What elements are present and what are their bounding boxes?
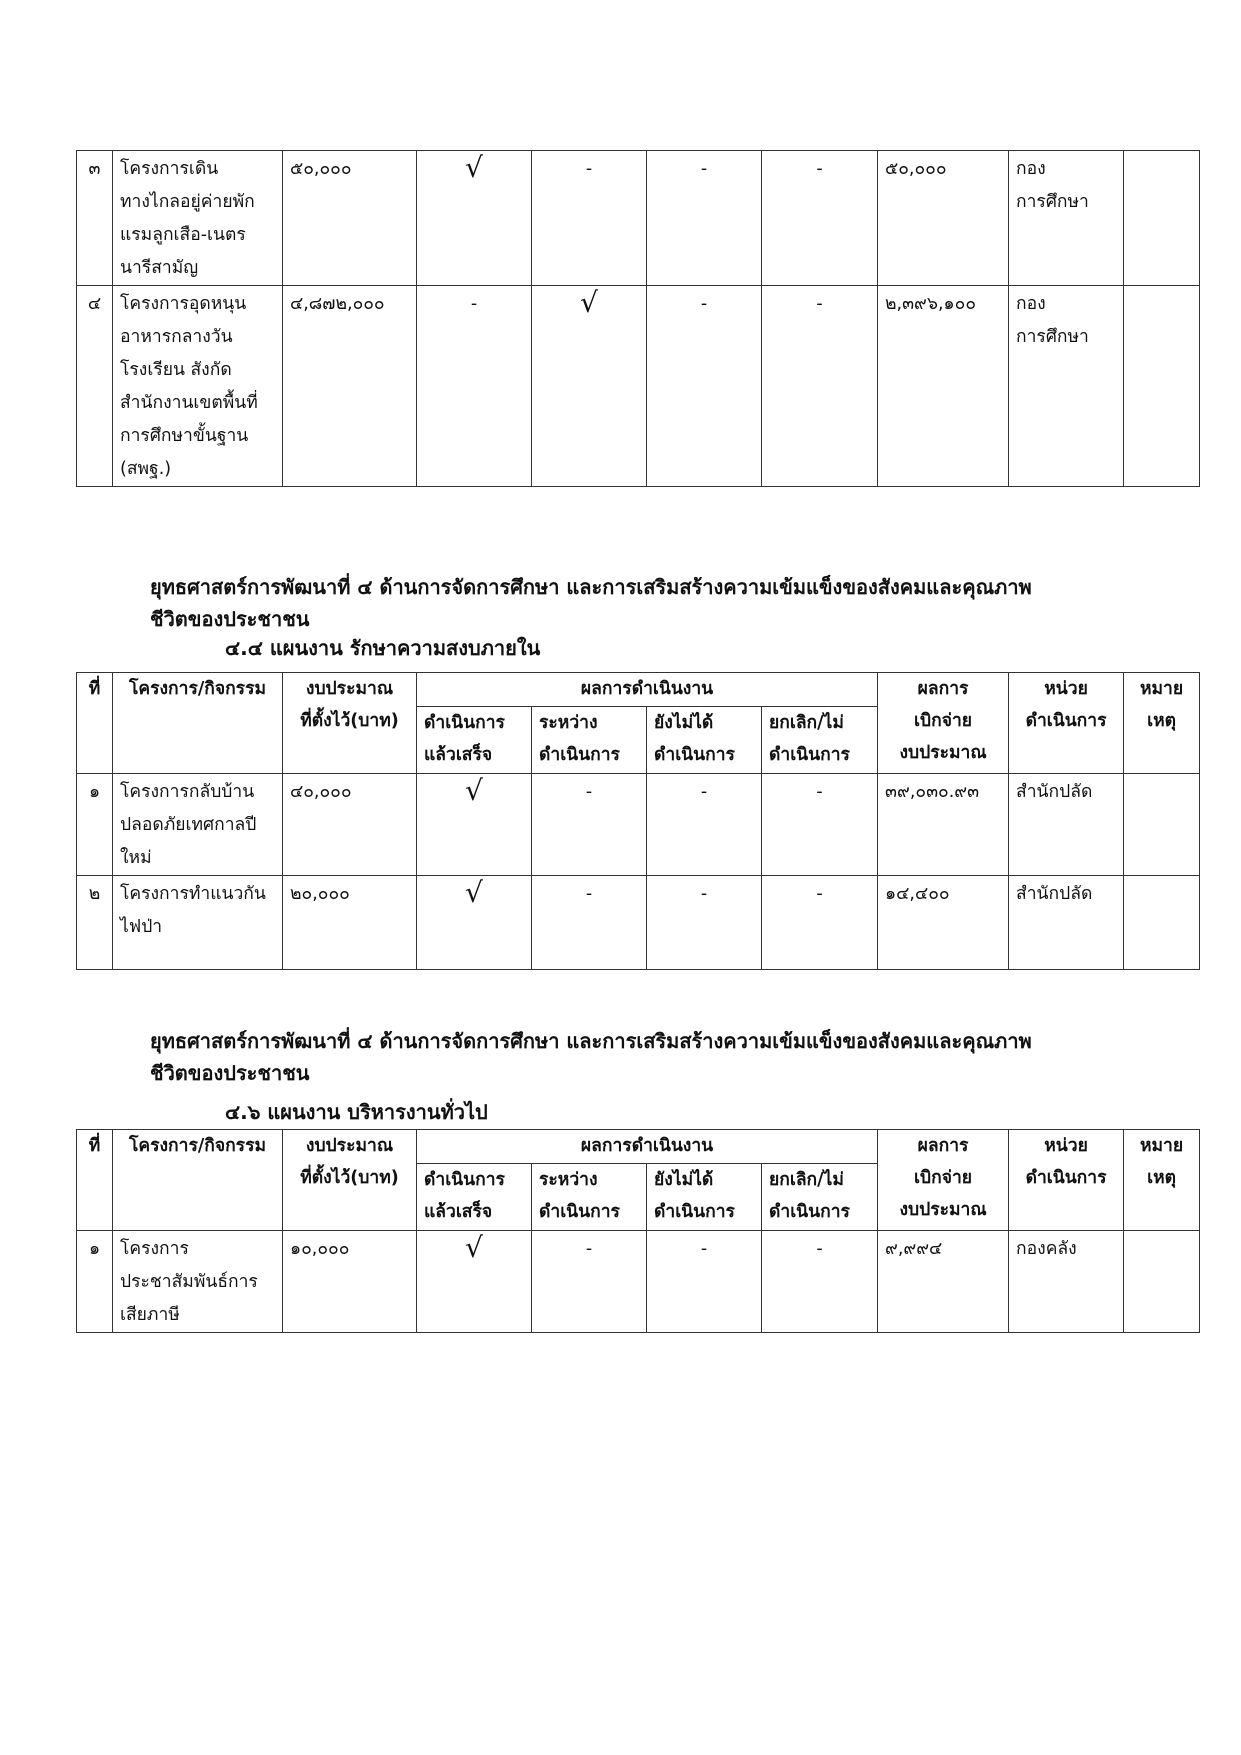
responsible-unit bbox=[1009, 1231, 1124, 1333]
col-done-line: แล้วเสร็จ bbox=[424, 745, 493, 765]
row-number: ๑ bbox=[77, 774, 113, 876]
dash-mark: - bbox=[700, 159, 708, 179]
col-remark bbox=[1124, 1130, 1200, 1231]
budget-amount: ๕๐,๐๐๐ bbox=[283, 151, 417, 286]
remark bbox=[1124, 286, 1200, 487]
col-no bbox=[77, 1130, 113, 1231]
status-not-started bbox=[647, 1231, 762, 1333]
responsible-unit bbox=[1009, 286, 1124, 487]
dash-mark: - bbox=[700, 1239, 708, 1259]
col-no bbox=[77, 673, 113, 774]
col-cancel bbox=[762, 1164, 878, 1231]
col-notyet-line: ยังไม่ได้ bbox=[654, 1170, 714, 1190]
col-project-line: โครงการ/กิจกรรม bbox=[128, 679, 267, 699]
col-budget-line: งบประมาณ bbox=[305, 1136, 394, 1156]
status-cancelled bbox=[762, 151, 878, 286]
project-name-line: โครงการทำแนวกัน bbox=[120, 884, 266, 904]
row-number: ๒ bbox=[77, 876, 113, 970]
col-disbursed-line: ผลการ bbox=[917, 1136, 969, 1156]
col-budget bbox=[283, 1130, 417, 1231]
status-completed bbox=[417, 286, 532, 487]
project-name-line: ทางไกลอยู่ค่ายพัก bbox=[120, 192, 255, 212]
project-name-line: สำนักงานเขตพื้นที่ bbox=[120, 393, 258, 413]
col-disbursed-line: เบิกจ่าย bbox=[914, 711, 973, 731]
strategy-heading-line2: ชีวิตของประชาชน bbox=[150, 1061, 310, 1085]
col-disbursed-line: งบประมาณ bbox=[899, 743, 987, 763]
disbursed-amount: ๕๐,๐๐๐ bbox=[878, 151, 1009, 286]
project-name bbox=[113, 876, 283, 970]
col-done-line: ดำเนินการ bbox=[424, 1170, 505, 1190]
col-notyet-line: ดำเนินการ bbox=[654, 745, 735, 765]
responsible-unit-line: สำนักปลัด bbox=[1016, 884, 1093, 904]
col-cancel-line: ดำเนินการ bbox=[769, 745, 850, 765]
table-row bbox=[77, 151, 1200, 286]
responsible-unit-line: สำนักปลัด bbox=[1016, 782, 1093, 802]
continuation-table bbox=[76, 150, 1200, 487]
status-not-started bbox=[647, 151, 762, 286]
status-completed bbox=[417, 1231, 532, 1333]
col-remark-line: หมาย bbox=[1139, 679, 1184, 699]
budget-amount: ๔,๘๗๒,๐๐๐ bbox=[283, 286, 417, 487]
col-results bbox=[417, 1130, 878, 1164]
disbursed-amount: ๑๔,๔๐๐ bbox=[878, 876, 1009, 970]
remark bbox=[1124, 1231, 1200, 1333]
plan-table-4-4 bbox=[76, 672, 1200, 970]
row-number: ๑ bbox=[77, 1231, 113, 1333]
table-row bbox=[77, 774, 1200, 876]
status-not-started bbox=[647, 286, 762, 487]
status-cancelled bbox=[762, 286, 878, 487]
col-disbursed-line: งบประมาณ bbox=[899, 1200, 987, 1220]
col-results-line: ผลการดำเนินงาน bbox=[580, 1136, 714, 1156]
header-row bbox=[77, 673, 1200, 707]
responsible-unit-line: กองคลัง bbox=[1016, 1239, 1077, 1259]
col-no-line: ที่ bbox=[88, 1136, 101, 1156]
dash-mark: - bbox=[816, 294, 823, 314]
dash-mark: - bbox=[816, 782, 823, 802]
responsible-unit-line: กอง bbox=[1016, 159, 1046, 179]
strategy-heading-2 bbox=[150, 1025, 1032, 1089]
dash-mark: - bbox=[700, 294, 708, 314]
status-in-progress bbox=[532, 151, 647, 286]
strategy-heading-line1: ยุทธศาสตร์การพัฒนาที่ ๔ ด้านการจัดการศึกษา และการเสริมสร้างความเข้มแข็งของสังคมและคุณภาพ bbox=[150, 1029, 1032, 1053]
status-completed bbox=[417, 876, 532, 970]
dash-mark: - bbox=[700, 782, 708, 802]
col-budget-line: งบประมาณ bbox=[305, 679, 394, 699]
project-name-line: เสียภาษี bbox=[120, 1305, 180, 1325]
responsible-unit-line: การศึกษา bbox=[1016, 327, 1089, 347]
col-inprogress bbox=[532, 1164, 647, 1231]
col-notyet bbox=[647, 1164, 762, 1231]
col-results bbox=[417, 673, 878, 707]
col-disbursed bbox=[878, 673, 1009, 774]
status-in-progress bbox=[532, 1231, 647, 1333]
project-name bbox=[113, 1231, 283, 1333]
header-row bbox=[77, 1130, 1200, 1164]
dash-mark: - bbox=[700, 884, 708, 904]
dash-mark: - bbox=[470, 294, 478, 314]
col-remark bbox=[1124, 673, 1200, 774]
status-completed bbox=[417, 151, 532, 286]
col-inprogress-line: ดำเนินการ bbox=[539, 745, 620, 765]
project-name bbox=[113, 774, 283, 876]
project-name-line: โครงการ bbox=[120, 1239, 189, 1259]
project-name-line: แรมลูกเสือ-เนตร bbox=[120, 225, 246, 245]
responsible-unit bbox=[1009, 876, 1124, 970]
dash-mark: - bbox=[585, 884, 593, 904]
project-name-line: โครงการกลับบ้าน bbox=[120, 782, 255, 802]
col-notyet-line: ยังไม่ได้ bbox=[654, 713, 714, 733]
checkmark-icon: √ bbox=[465, 151, 483, 184]
col-unit bbox=[1009, 673, 1124, 774]
col-cancel-line: ดำเนินการ bbox=[769, 1202, 850, 1222]
col-cancel-line: ยกเลิก/ไม่ bbox=[769, 1170, 844, 1190]
col-unit-line: หน่วย bbox=[1044, 1136, 1088, 1156]
dash-mark: - bbox=[816, 159, 823, 179]
checkmark-icon: √ bbox=[465, 876, 483, 909]
project-name-line: นารีสามัญ bbox=[120, 258, 199, 278]
project-name-line: โรงเรียน สังกัด bbox=[120, 360, 232, 380]
col-done-line: ดำเนินการ bbox=[424, 713, 505, 733]
strategy-heading-1 bbox=[150, 571, 1032, 635]
col-remark-line: เหตุ bbox=[1147, 711, 1176, 731]
col-results-line: ผลการดำเนินงาน bbox=[580, 679, 714, 699]
budget-amount: ๑๐,๐๐๐ bbox=[283, 1231, 417, 1333]
status-not-started bbox=[647, 876, 762, 970]
plan-table-4-6 bbox=[76, 1129, 1200, 1333]
col-cancel bbox=[762, 707, 878, 774]
responsible-unit-line: กอง bbox=[1016, 294, 1046, 314]
col-no-line: ที่ bbox=[88, 679, 101, 699]
status-in-progress bbox=[532, 774, 647, 876]
table-row bbox=[77, 876, 1200, 970]
col-notyet-line: ดำเนินการ bbox=[654, 1202, 735, 1222]
col-budget-line: ที่ตั้งไว้(บาท) bbox=[300, 1168, 399, 1188]
disbursed-amount: ๓๙,๐๓๐.๙๓ bbox=[878, 774, 1009, 876]
remark bbox=[1124, 151, 1200, 286]
col-cancel-line: ยกเลิก/ไม่ bbox=[769, 713, 844, 733]
status-in-progress bbox=[532, 876, 647, 970]
status-cancelled bbox=[762, 1231, 878, 1333]
dash-mark: - bbox=[585, 782, 593, 802]
col-budget-line: ที่ตั้งไว้(บาท) bbox=[300, 711, 399, 731]
col-project bbox=[113, 673, 283, 774]
row-number: ๔ bbox=[77, 286, 113, 487]
remark bbox=[1124, 774, 1200, 876]
checkmark-icon: √ bbox=[580, 286, 598, 319]
col-remark-line: เหตุ bbox=[1147, 1168, 1176, 1188]
col-disbursed bbox=[878, 1130, 1009, 1231]
col-done bbox=[417, 707, 532, 774]
col-inprogress-line: ระหว่าง bbox=[539, 713, 598, 733]
dash-mark: - bbox=[816, 884, 823, 904]
col-unit-line: ดำเนินการ bbox=[1025, 1168, 1107, 1188]
col-notyet bbox=[647, 707, 762, 774]
strategy-heading-line2: ชีวิตของประชาชน bbox=[150, 607, 310, 631]
status-completed bbox=[417, 774, 532, 876]
table-row bbox=[77, 1231, 1200, 1333]
col-disbursed-line: ผลการ bbox=[917, 679, 969, 699]
col-unit-line: ดำเนินการ bbox=[1025, 711, 1107, 731]
col-budget bbox=[283, 673, 417, 774]
project-name-line: โครงการเดิน bbox=[120, 159, 219, 179]
disbursed-amount: ๙,๙๙๔ bbox=[878, 1231, 1009, 1333]
checkmark-icon: √ bbox=[465, 1231, 483, 1264]
status-cancelled bbox=[762, 774, 878, 876]
project-name bbox=[113, 286, 283, 487]
col-disbursed-line: เบิกจ่าย bbox=[914, 1168, 973, 1188]
status-not-started bbox=[647, 774, 762, 876]
col-project-line: โครงการ/กิจกรรม bbox=[128, 1136, 267, 1156]
budget-amount: ๒๐,๐๐๐ bbox=[283, 876, 417, 970]
responsible-unit bbox=[1009, 774, 1124, 876]
col-done bbox=[417, 1164, 532, 1231]
project-name-line: ปลอดภัยเทศกาลปี bbox=[120, 815, 257, 835]
project-name-line: การศึกษาขั้นฐาน bbox=[120, 426, 249, 446]
project-name bbox=[113, 151, 283, 286]
dash-mark: - bbox=[816, 1239, 823, 1259]
checkmark-icon: √ bbox=[465, 774, 483, 807]
col-unit bbox=[1009, 1130, 1124, 1231]
status-cancelled bbox=[762, 876, 878, 970]
dash-mark: - bbox=[585, 159, 593, 179]
project-name-line: ไฟป่า bbox=[120, 917, 163, 937]
project-name-line: ใหม่ bbox=[120, 848, 152, 868]
col-inprogress bbox=[532, 707, 647, 774]
responsible-unit bbox=[1009, 151, 1124, 286]
plan-subheading-4-4: ๔.๔ แผนงาน รักษาความสงบภายใน bbox=[225, 636, 541, 660]
disbursed-amount: ๒,๓๙๖,๑๐๐ bbox=[878, 286, 1009, 487]
responsible-unit-line: การศึกษา bbox=[1016, 192, 1089, 212]
project-name-line: อาหารกลางวัน bbox=[120, 327, 233, 347]
strategy-heading-line1: ยุทธศาสตร์การพัฒนาที่ ๔ ด้านการจัดการศึกษา และการเสริมสร้างความเข้มแข็งของสังคมและคุณภาพ bbox=[150, 575, 1032, 599]
col-inprogress-line: ระหว่าง bbox=[539, 1170, 598, 1190]
col-project bbox=[113, 1130, 283, 1231]
project-name-line: ประชาสัมพันธ์การ bbox=[120, 1272, 258, 1292]
col-remark-line: หมาย bbox=[1139, 1136, 1184, 1156]
plan-subheading-4-6: ๔.๖ แผนงาน บริหารงานทั่วไป bbox=[225, 1100, 488, 1124]
budget-amount: ๔๐,๐๐๐ bbox=[283, 774, 417, 876]
table-row bbox=[77, 286, 1200, 487]
col-unit-line: หน่วย bbox=[1044, 679, 1088, 699]
col-inprogress-line: ดำเนินการ bbox=[539, 1202, 620, 1222]
col-done-line: แล้วเสร็จ bbox=[424, 1202, 493, 1222]
dash-mark: - bbox=[585, 1239, 593, 1259]
remark bbox=[1124, 876, 1200, 970]
project-name-line: โครงการอุดหนุน bbox=[120, 294, 247, 314]
project-name-line: (สพฐ.) bbox=[120, 459, 172, 479]
status-in-progress bbox=[532, 286, 647, 487]
row-number: ๓ bbox=[77, 151, 113, 286]
